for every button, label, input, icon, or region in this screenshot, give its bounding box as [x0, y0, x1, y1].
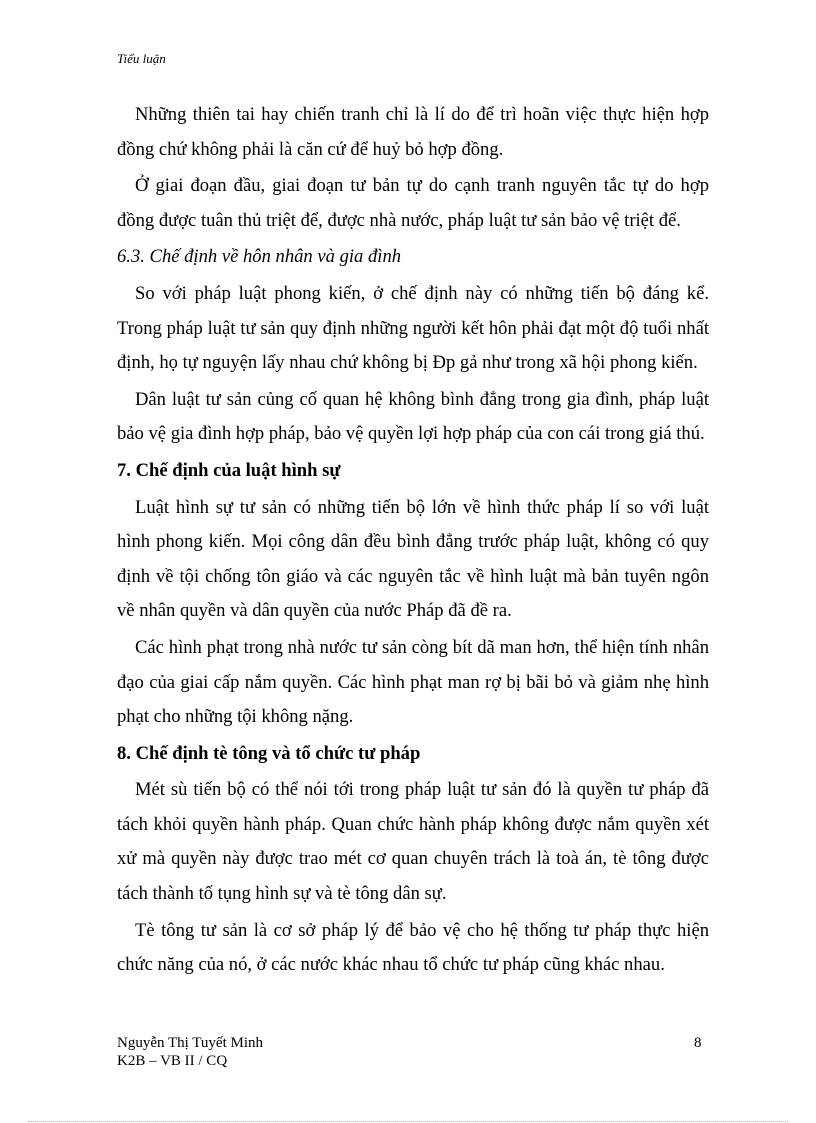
page-bottom-divider — [28, 1121, 788, 1122]
paragraph: Tè tông tư sản là cơ sở pháp lý để bảo vệ cho hệ thống tư pháp thực hiện chức năng của nó, ở các nước khác nhau tổ chức tư pháp cũng khác nhau. — [117, 919, 709, 976]
paragraph: Luật hình sự tư sản có những tiến bộ lớn về hình thức pháp lí so với luật hình phong kiến. Mọi công dân đều bình đẳng trước pháp luật, không có quy định về tội chống tôn giáo và các nguyên tắc về hình luật mà bản tuyên ngôn về nhân quyền và dân quyền của nước Pháp đã đề ra. — [117, 496, 709, 622]
footer-author: Nguyễn Thị Tuyết Minh — [117, 1035, 263, 1051]
running-header: Tiểu luận — [117, 51, 166, 66]
paragraph: Ở giai đoạn đầu, giai đoạn tư bản tự do cạnh tranh nguyên tắc tự do hợp đồng được tuân thủ triệt để, được nhà nước, pháp luật tư sản bảo vệ triệt để. — [117, 175, 709, 231]
body-text — [117, 98, 709, 985]
paragraph: Các hình phạt trong nhà nước tư sản còng bít dã man hơn, thể hiện tính nhân đạo của giai cấp nắm quyền. Các hình phạt man rợ bị bãi bỏ và giảm nhẹ hình phạt cho những tội không nặng. — [117, 636, 709, 728]
paragraph: Những thiên tai hay chiến tranh chỉ là lí do để trì hoãn việc thực hiện hợp đồng chứ không phải là căn cứ để huỷ bỏ hợp đồng. — [117, 104, 709, 160]
section-heading: 7. Chế định của luật hình sự — [117, 459, 341, 481]
footer-class: K2B – VB II / CQ — [117, 1053, 228, 1069]
paragraph: So với pháp luật phong kiến, ở chế định này có những tiến bộ đáng kể. Trong pháp luật tư sản quy định những người kết hôn phải đạt một độ tuổi nhất định, họ tự nguyện lấy nhau chứ không bị Đp gả như trong xã hội phong kiến. — [117, 282, 709, 374]
paragraph: Dân luật tư sản củng cố quan hệ không bình đẳng trong gia đình, pháp luật bảo vệ gia đình hợp pháp, bảo vệ quyền lợi hợp pháp của con cái trong giá thú. — [117, 388, 709, 445]
section-heading: 8. Chế định tè tông và tổ chức tư pháp — [117, 742, 421, 764]
footer — [117, 1034, 263, 1070]
page-number: 8 — [694, 1035, 702, 1051]
paragraph: Mét sù tiến bộ có thể nói tới trong pháp luật tư sản đó là quyền tư pháp đã tách khỏi quyền hành pháp. Quan chức hành pháp không được nắm quyền xét xử mà quyền này được trao mét cơ quan chuyên trách là toà án, tè tông được tách thành tố tụng hình sự và tè tông dân sự. — [117, 779, 709, 905]
subsection-heading: 6.3. Chế định về hôn nhân và gia đình — [117, 246, 402, 268]
